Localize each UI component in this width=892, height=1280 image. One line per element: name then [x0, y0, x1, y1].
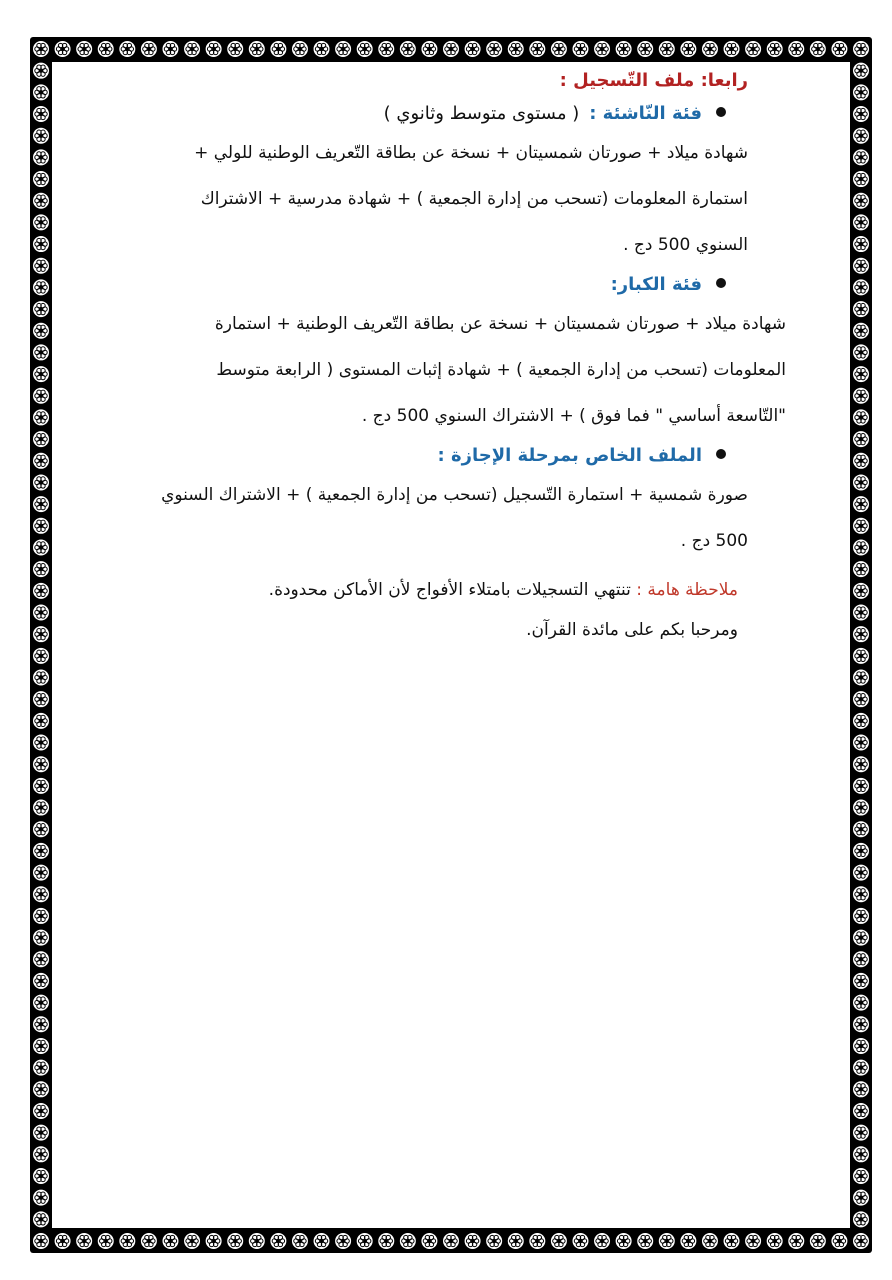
- flower-ornament: [206, 41, 222, 57]
- flower-ornament: [529, 41, 545, 57]
- flower-ornament: [76, 41, 92, 57]
- flower-ornament: [853, 258, 869, 274]
- flower-ornament: [249, 1233, 265, 1249]
- flower-ornament: [33, 366, 49, 382]
- flower-ornament: [33, 1038, 49, 1054]
- flower-ornament: [119, 41, 135, 57]
- flower-ornament: [400, 1233, 416, 1249]
- flower-ornament: [853, 106, 869, 122]
- flower-ornament: [508, 41, 524, 57]
- flower-ornament: [853, 626, 869, 642]
- ijaza-line-2: 500 دج .: [680, 531, 748, 551]
- flower-ornament: [184, 1233, 200, 1249]
- flower-ornament: [33, 171, 49, 187]
- flower-ornament: [33, 1016, 49, 1032]
- flower-ornament: [853, 583, 869, 599]
- flower-ornament: [659, 41, 675, 57]
- flower-ornament: [33, 388, 49, 404]
- flower-ornament: [594, 1233, 610, 1249]
- flower-ornament: [853, 344, 869, 360]
- flower-ornament: [55, 1233, 71, 1249]
- flower-ornament: [853, 1038, 869, 1054]
- flower-ornament: [33, 518, 49, 534]
- flower-ornament: [33, 128, 49, 144]
- flower-ornament: [33, 930, 49, 946]
- flower-ornament: [465, 1233, 481, 1249]
- flower-ornament: [853, 1016, 869, 1032]
- flower-ornament: [33, 193, 49, 209]
- flower-ornament: [33, 214, 49, 230]
- flower-ornament: [486, 1233, 502, 1249]
- flower-ornament: [33, 951, 49, 967]
- flower-ornament: [33, 1081, 49, 1097]
- adults-line-3: "التّاسعة أساسي " فما فوق ) + الاشتراك السنوي 500 دج .: [361, 406, 786, 426]
- adults-label: فئة الكبار:: [610, 274, 702, 295]
- bullet-icon: [716, 107, 726, 117]
- flower-ornament: [745, 41, 761, 57]
- ijaza-heading: [58, 445, 726, 466]
- flower-ornament: [529, 1233, 545, 1249]
- note-text: تنتهي التسجيلات بامتلاء الأفواج لأن الأماكن محدودة.: [268, 580, 631, 600]
- flower-ornament: [616, 41, 632, 57]
- flower-ornament: [33, 539, 49, 555]
- flower-ornament: [141, 1233, 157, 1249]
- flower-ornament: [33, 778, 49, 794]
- juniors-line-2: استمارة المعلومات (تسحب من إدارة الجمعية ) + شهادة مدرسية + الاشتراك: [200, 189, 748, 209]
- flower-ornament: [227, 41, 243, 57]
- section-title: رابعا: ملف التّسجيل :: [559, 70, 748, 91]
- flower-ornament: [33, 496, 49, 512]
- flower-ornament: [853, 1233, 869, 1249]
- flower-ornament: [853, 1125, 869, 1141]
- flower-ornament: [33, 149, 49, 165]
- flower-ornament: [853, 821, 869, 837]
- flower-ornament: [33, 1103, 49, 1119]
- flower-ornament: [33, 258, 49, 274]
- flower-ornament: [572, 41, 588, 57]
- flower-ornament: [853, 778, 869, 794]
- flower-ornament: [853, 496, 869, 512]
- flower-ornament: [33, 821, 49, 837]
- ijaza-label: الملف الخاص بمرحلة الإجازة :: [437, 445, 702, 466]
- flower-ornament: [853, 1060, 869, 1076]
- flower-ornament: [853, 886, 869, 902]
- flower-ornament: [853, 409, 869, 425]
- flower-ornament: [33, 431, 49, 447]
- flower-ornament: [33, 236, 49, 252]
- flower-ornament: [33, 474, 49, 490]
- flower-ornament: [853, 995, 869, 1011]
- flower-ornament: [508, 1233, 524, 1249]
- flower-ornament: [724, 41, 740, 57]
- flower-ornament: [853, 843, 869, 859]
- flower-ornament: [853, 1168, 869, 1184]
- flower-ornament: [594, 41, 610, 57]
- flower-ornament: [119, 1233, 135, 1249]
- flower-ornament: [853, 1103, 869, 1119]
- flower-ornament: [33, 648, 49, 664]
- flower-ornament: [33, 453, 49, 469]
- flower-ornament: [33, 713, 49, 729]
- flower-ornament: [853, 63, 869, 79]
- flower-ornament: [853, 670, 869, 686]
- ijaza-line-1: صورة شمسية + استمارة التّسجيل (تسحب من إدارة الجمعية ) + الاشتراك السنوي: [161, 485, 748, 505]
- flower-ornament: [33, 735, 49, 751]
- flower-ornament: [270, 1233, 286, 1249]
- flower-ornament: [33, 561, 49, 577]
- flower-ornament: [33, 106, 49, 122]
- bullet-icon: [716, 449, 726, 459]
- flower-ornament: [853, 539, 869, 555]
- juniors-label-extra: ( مستوى متوسط وثانوي ): [383, 103, 580, 124]
- flower-ornament: [745, 1233, 761, 1249]
- flower-ornament: [33, 1190, 49, 1206]
- flower-ornament: [853, 214, 869, 230]
- flower-ornament: [33, 1125, 49, 1141]
- flower-ornament: [33, 1060, 49, 1076]
- flower-ornament: [551, 41, 567, 57]
- flower-ornament: [853, 648, 869, 664]
- flower-ornament: [292, 41, 308, 57]
- flower-ornament: [33, 409, 49, 425]
- flower-ornament: [33, 670, 49, 686]
- flower-ornament: [853, 865, 869, 881]
- flower-ornament: [853, 735, 869, 751]
- flower-ornament: [33, 908, 49, 924]
- flower-ornament: [314, 1233, 330, 1249]
- flower-ornament: [33, 756, 49, 772]
- flower-ornament: [162, 41, 178, 57]
- flower-ornament: [33, 1146, 49, 1162]
- flower-ornament: [443, 1233, 459, 1249]
- flower-ornament: [788, 1233, 804, 1249]
- flower-ornament: [853, 1211, 869, 1227]
- flower-ornament: [637, 41, 653, 57]
- flower-ornament: [270, 41, 286, 57]
- flower-ornament: [831, 1233, 847, 1249]
- bullet-icon: [716, 278, 726, 288]
- flower-ornament: [33, 1211, 49, 1227]
- flower-ornament: [853, 193, 869, 209]
- flower-ornament: [853, 149, 869, 165]
- flower-ornament: [465, 41, 481, 57]
- flower-ornament: [767, 1233, 783, 1249]
- flower-ornament: [572, 1233, 588, 1249]
- flower-ornament: [33, 865, 49, 881]
- flower-ornament: [853, 908, 869, 924]
- flower-ornament: [853, 518, 869, 534]
- flower-ornament: [853, 713, 869, 729]
- flower-ornament: [853, 951, 869, 967]
- flower-ornament: [33, 691, 49, 707]
- flower-ornament: [767, 41, 783, 57]
- flower-ornament: [98, 1233, 114, 1249]
- adults-heading: [58, 274, 726, 295]
- juniors-line-1: شهادة ميلاد + صورتان شمسيتان + نسخة عن بطاقة التّعريف الوطنية للولي +: [194, 143, 748, 163]
- flower-ornament: [33, 626, 49, 642]
- flower-ornament: [853, 236, 869, 252]
- flower-ornament: [184, 41, 200, 57]
- flower-ornament: [853, 84, 869, 100]
- flower-ornament: [788, 41, 804, 57]
- flower-ornament: [33, 63, 49, 79]
- flower-ornament: [853, 1081, 869, 1097]
- flower-ornament: [292, 1233, 308, 1249]
- flower-ornament: [33, 344, 49, 360]
- flower-ornament: [637, 1233, 653, 1249]
- flower-ornament: [551, 1233, 567, 1249]
- important-note: [58, 570, 738, 610]
- flower-ornament: [227, 1233, 243, 1249]
- flower-ornament: [33, 800, 49, 816]
- flower-ornament: [33, 995, 49, 1011]
- flower-ornament: [206, 1233, 222, 1249]
- flower-ornament: [853, 323, 869, 339]
- juniors-label: فئة النّاشئة :: [589, 103, 702, 124]
- flower-ornament: [853, 279, 869, 295]
- flower-ornament: [702, 1233, 718, 1249]
- flower-ornament: [616, 1233, 632, 1249]
- flower-ornament: [853, 301, 869, 317]
- flower-ornament: [33, 323, 49, 339]
- flower-ornament: [162, 1233, 178, 1249]
- flower-ornament: [443, 41, 459, 57]
- juniors-line-3: السنوي 500 دج .: [623, 235, 748, 255]
- flower-ornament: [98, 41, 114, 57]
- flower-ornament: [810, 41, 826, 57]
- flower-ornament: [33, 843, 49, 859]
- flower-ornament: [680, 1233, 696, 1249]
- flower-ornament: [724, 1233, 740, 1249]
- flower-ornament: [421, 41, 437, 57]
- flower-ornament: [33, 583, 49, 599]
- flower-ornament: [853, 453, 869, 469]
- flower-ornament: [810, 1233, 826, 1249]
- flower-ornament: [33, 41, 49, 57]
- flower-ornament: [853, 561, 869, 577]
- note-label: ملاحظة هامة :: [636, 580, 738, 600]
- flower-ornament: [378, 41, 394, 57]
- flower-ornament: [853, 973, 869, 989]
- flower-ornament: [853, 1146, 869, 1162]
- flower-ornament: [853, 604, 869, 620]
- flower-ornament: [76, 1233, 92, 1249]
- adults-line-1: شهادة ميلاد + صورتان شمسيتان + نسخة عن بطاقة التّعريف الوطنية + استمارة: [214, 314, 786, 334]
- flower-ornament: [141, 41, 157, 57]
- flower-ornament: [357, 1233, 373, 1249]
- juniors-heading: [58, 103, 726, 124]
- flower-ornament: [853, 930, 869, 946]
- flower-ornament: [314, 41, 330, 57]
- flower-ornament: [659, 1233, 675, 1249]
- flower-ornament: [55, 41, 71, 57]
- flower-ornament: [853, 41, 869, 57]
- flower-ornament: [702, 41, 718, 57]
- flower-ornament: [33, 84, 49, 100]
- flower-ornament: [400, 41, 416, 57]
- flower-ornament: [335, 1233, 351, 1249]
- flower-ornament: [853, 171, 869, 187]
- flower-ornament: [357, 41, 373, 57]
- flower-ornament: [249, 41, 265, 57]
- flower-ornament: [831, 41, 847, 57]
- flower-ornament: [853, 128, 869, 144]
- flower-ornament: [421, 1233, 437, 1249]
- flower-ornament: [853, 1190, 869, 1206]
- flower-ornament: [853, 388, 869, 404]
- flower-ornament: [853, 800, 869, 816]
- flower-ornament: [33, 973, 49, 989]
- flower-ornament: [680, 41, 696, 57]
- flower-ornament: [853, 366, 869, 382]
- adults-line-2: المعلومات (تسحب من إدارة الجمعية ) + شهادة إثبات المستوى ( الرابعة متوسط: [216, 360, 786, 380]
- document-body: [58, 58, 786, 650]
- flower-ornament: [853, 474, 869, 490]
- flower-ornament: [33, 604, 49, 620]
- flower-ornament: [853, 756, 869, 772]
- flower-ornament: [335, 41, 351, 57]
- flower-ornament: [33, 886, 49, 902]
- flower-ornament: [33, 301, 49, 317]
- flower-ornament: [33, 1233, 49, 1249]
- welcome-line: ومرحبا بكم على مائدة القرآن.: [526, 620, 738, 640]
- flower-ornament: [486, 41, 502, 57]
- flower-ornament: [853, 431, 869, 447]
- flower-ornament: [33, 1168, 49, 1184]
- flower-ornament: [853, 691, 869, 707]
- flower-ornament: [33, 279, 49, 295]
- flower-ornament: [378, 1233, 394, 1249]
